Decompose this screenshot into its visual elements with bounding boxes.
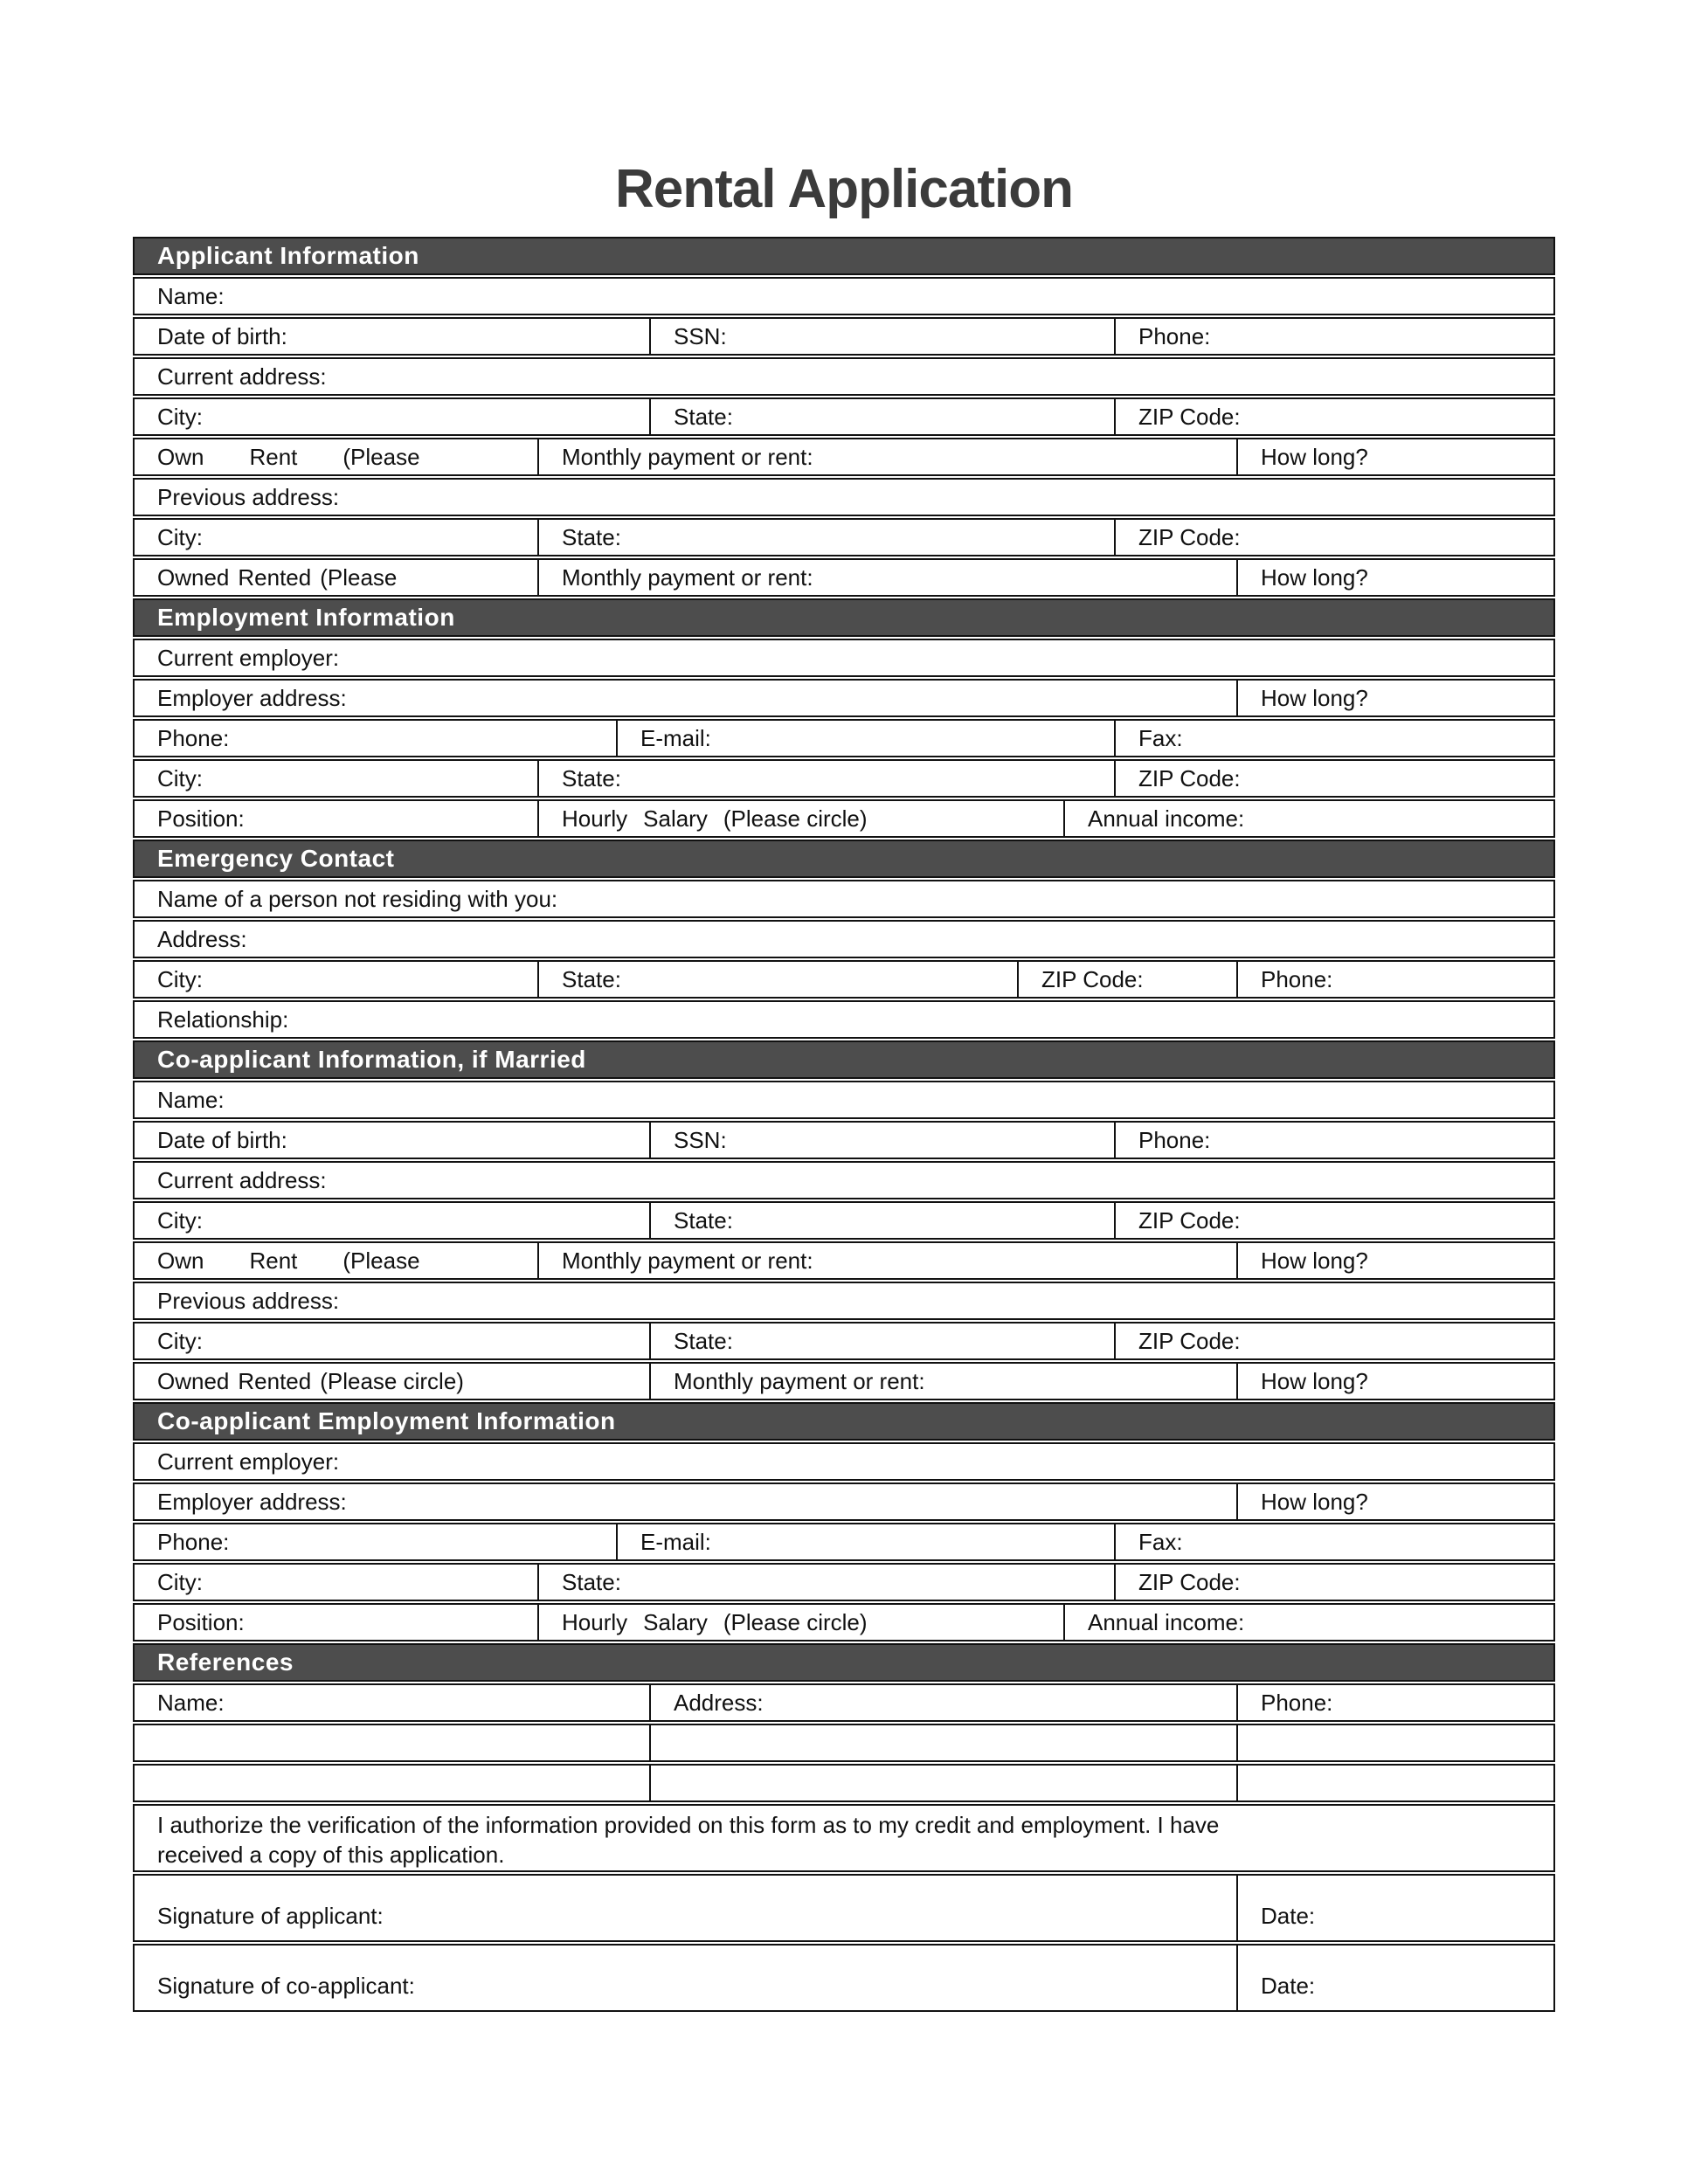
cell-label: Phone:: [157, 724, 230, 751]
form-cell: [135, 1565, 537, 1600]
cell-label: City:: [157, 1568, 203, 1595]
cell-label: Name of a person not residing with you:: [157, 885, 558, 912]
form-cell: [135, 721, 616, 756]
form-cell: [649, 1364, 1236, 1399]
form-cell: [1114, 1524, 1553, 1559]
form-row: [133, 679, 1555, 717]
form-cell: [649, 319, 1114, 354]
form-cell: [135, 1524, 616, 1559]
authorization-text-line: received a copy of this application.: [157, 1842, 505, 1868]
section-title: References: [157, 1648, 294, 1676]
form-row: [133, 799, 1555, 838]
cell-label: State:: [674, 1327, 733, 1354]
cell-label: SSN:: [674, 322, 727, 349]
form-cell: [1236, 1243, 1553, 1278]
cell-label: State:: [562, 764, 621, 791]
cell-label: E-mail:: [640, 724, 711, 751]
form-cell: [649, 399, 1114, 434]
form-cell: [1236, 1685, 1553, 1720]
form-cell: [1114, 1324, 1553, 1358]
form-row: [133, 438, 1555, 476]
form-row: [133, 1322, 1555, 1360]
cell-label: (Please circle): [320, 1367, 464, 1394]
form-cell: [1063, 801, 1553, 836]
form-cell: [649, 1685, 1236, 1720]
form-cell: [1236, 1766, 1553, 1800]
cell-label: How long?: [1261, 1367, 1368, 1394]
form-cell: [135, 1324, 649, 1358]
form-cell: [135, 1605, 537, 1640]
cell-label: How long?: [1261, 684, 1368, 711]
form-cell: [1236, 1946, 1553, 2010]
form-cell: [649, 1324, 1114, 1358]
cell-label: Rented: [238, 563, 312, 591]
cell-label: Name:: [157, 1689, 225, 1716]
cell-label: Date of birth:: [157, 1126, 287, 1153]
form-cell: [537, 439, 1236, 474]
form-row: [133, 1282, 1555, 1320]
cell-label: Hourly: [562, 805, 628, 832]
form-cell: [135, 520, 537, 555]
form-cell: [537, 1565, 1114, 1600]
form-cell: [135, 1243, 537, 1278]
form-cell: [135, 359, 1553, 394]
form-row: [133, 478, 1555, 516]
cell-label: Employer address:: [157, 684, 347, 711]
form-cell: [135, 480, 1553, 515]
form-cell: [135, 1685, 649, 1720]
cell-label: City:: [157, 403, 203, 430]
form-row: [133, 1764, 1555, 1802]
form-cell: [537, 962, 1017, 997]
section-header-employment-information: [133, 598, 1555, 637]
cell-label: Phone:: [1138, 1126, 1211, 1153]
cell-label: State:: [674, 403, 733, 430]
cell-label: City:: [157, 1327, 203, 1354]
section-header-emergency-contact: [133, 840, 1555, 878]
cell-label: Monthly payment or rent:: [562, 563, 813, 591]
section-title: Emergency Contact: [157, 845, 395, 872]
form-cell: [135, 560, 537, 595]
form-cell: [649, 1203, 1114, 1238]
cell-label: Annual income:: [1088, 805, 1245, 832]
cell-label: Rent: [249, 1247, 298, 1274]
form-cell: [1114, 721, 1553, 756]
cell-label: Own: [157, 443, 204, 470]
cell-label: Date:: [1261, 1973, 1316, 1999]
form-cell: [1114, 399, 1553, 434]
form-row: [133, 558, 1555, 597]
cell-label: (Please: [320, 563, 398, 591]
form-cell: [1236, 1484, 1553, 1519]
section-title: Co-applicant Employment Information: [157, 1407, 616, 1434]
form-row: [133, 1944, 1555, 2012]
form-cell: [135, 640, 1553, 675]
form-cell: [135, 1876, 1236, 1940]
cell-label: Relationship:: [157, 1006, 289, 1033]
cell-label: Rented: [238, 1367, 312, 1394]
form-row: [133, 759, 1555, 798]
form-cell: [1063, 1605, 1553, 1640]
cell-label: (Please: [342, 1247, 420, 1274]
cell-label: Previous address:: [157, 483, 340, 510]
form-row: [133, 1563, 1555, 1601]
form-row: [133, 920, 1555, 958]
form-cell: [135, 1444, 1553, 1479]
form-cell: [135, 1123, 649, 1158]
form-cell: [1236, 439, 1553, 474]
section-header-co-applicant-employment-information: [133, 1402, 1555, 1441]
form-row: [133, 1442, 1555, 1481]
form-cell: [1114, 1123, 1553, 1158]
form-cell: [135, 399, 649, 434]
cell-label: City:: [157, 764, 203, 791]
form-cell: [135, 1484, 1236, 1519]
cell-label: How long?: [1261, 1247, 1368, 1274]
section-header-co-applicant-information: [133, 1040, 1555, 1079]
cell-label: State:: [674, 1206, 733, 1234]
cell-label: Hourly: [562, 1608, 628, 1635]
cell-label: ZIP Code:: [1138, 1568, 1241, 1595]
form-cell: [537, 520, 1114, 555]
form-row: [133, 1724, 1555, 1762]
cell-label: Position:: [157, 1608, 245, 1635]
form-cell: [135, 881, 1553, 916]
form-cell: [649, 1123, 1114, 1158]
form-cell: [1236, 560, 1553, 595]
cell-label: City:: [157, 1206, 203, 1234]
cell-label: Phone:: [1261, 965, 1333, 992]
authorization-text-line: I authorize the verification of the information provided on this form as to my credit and employment. I have: [157, 1812, 1220, 1838]
form-cell: [537, 1243, 1236, 1278]
cell-label: Name:: [157, 1086, 225, 1113]
cell-label: City:: [157, 523, 203, 550]
form-cell: [1236, 962, 1553, 997]
cell-label: State:: [562, 965, 621, 992]
section-title: Applicant Information: [157, 242, 419, 269]
form-row: [133, 1362, 1555, 1400]
cell-label: Rent: [249, 443, 298, 470]
form-cell: [135, 1203, 649, 1238]
form-cell: [1114, 761, 1553, 796]
cell-label: State:: [562, 523, 621, 550]
cell-label: ZIP Code:: [1138, 523, 1241, 550]
form-row: [133, 1161, 1555, 1199]
form-row: [133, 1241, 1555, 1280]
cell-label: Current employer:: [157, 1448, 340, 1475]
section-header-references: [133, 1643, 1555, 1682]
cell-label: How long?: [1261, 443, 1368, 470]
form-cell: [135, 1082, 1553, 1117]
cell-label: Position:: [157, 805, 245, 832]
cell-label: Employer address:: [157, 1488, 347, 1515]
cell-label: Phone:: [1138, 322, 1211, 349]
form-row: [133, 518, 1555, 556]
cell-label: SSN:: [674, 1126, 727, 1153]
cell-label: Phone:: [1261, 1689, 1333, 1716]
cell-label: Own: [157, 1247, 204, 1274]
form-row: [133, 277, 1555, 315]
form-cell: [1236, 681, 1553, 715]
form-row: [133, 1804, 1555, 1872]
form-cell: [135, 319, 649, 354]
form-row: [133, 960, 1555, 999]
form-row: [133, 1603, 1555, 1641]
form-table: [133, 237, 1555, 2014]
form-cell: [135, 1766, 649, 1800]
cell-label: ZIP Code:: [1138, 764, 1241, 791]
cell-label: Current employer:: [157, 644, 340, 671]
form-cell: [1017, 962, 1236, 997]
cell-label: Date of birth:: [157, 322, 287, 349]
form-row: [133, 1683, 1555, 1722]
cell-label: Address:: [674, 1689, 764, 1716]
form-cell: [135, 801, 537, 836]
form-cell: [1114, 1203, 1553, 1238]
cell-label: How long?: [1261, 563, 1368, 591]
form-cell: [135, 1283, 1553, 1318]
form-row: [133, 357, 1555, 396]
form-cell: [135, 1364, 649, 1399]
cell-label: Signature of co-applicant:: [157, 1973, 415, 1999]
cell-label: Owned: [157, 563, 230, 591]
cell-label: Address:: [157, 925, 247, 952]
cell-label: E-mail:: [640, 1528, 711, 1555]
cell-label: (Please circle): [723, 1608, 868, 1635]
form-cell: [537, 1605, 1063, 1640]
form-cell: [135, 1002, 1553, 1037]
form-row: [133, 639, 1555, 677]
section-title: Co-applicant Information, if Married: [157, 1046, 586, 1073]
form-cell: [135, 1163, 1553, 1198]
cell-label: Signature of applicant:: [157, 1903, 384, 1929]
form-row: [133, 1081, 1555, 1119]
cell-label: Salary: [643, 1608, 708, 1635]
form-cell: [135, 962, 537, 997]
section-title: Employment Information: [157, 604, 455, 631]
form-cell: [616, 1524, 1114, 1559]
form-row: [133, 1000, 1555, 1039]
cell-label: Monthly payment or rent:: [562, 1247, 813, 1274]
cell-label: Annual income:: [1088, 1608, 1245, 1635]
cell-label: Phone:: [157, 1528, 230, 1555]
cell-label: ZIP Code:: [1041, 965, 1144, 992]
form-cell: [135, 761, 537, 796]
form-cell: [1236, 1725, 1553, 1760]
page-title: Rental Application: [615, 159, 1073, 219]
cell-label: ZIP Code:: [1138, 403, 1241, 430]
form-cell: [135, 439, 537, 474]
form-cell: [135, 681, 1236, 715]
section-header-applicant-information: [133, 237, 1555, 275]
form-cell: [537, 801, 1063, 836]
cell-label: Fax:: [1138, 724, 1183, 751]
form-cell: [135, 1725, 649, 1760]
cell-label: Owned: [157, 1367, 230, 1394]
form-cell: [616, 721, 1114, 756]
form-cell: [649, 1725, 1236, 1760]
form-row: [133, 317, 1555, 356]
cell-label: (Please: [342, 443, 420, 470]
form-row: [133, 719, 1555, 757]
form-row: [133, 1874, 1555, 1942]
cell-label: Salary: [643, 805, 708, 832]
form-cell: [537, 560, 1236, 595]
cell-label: Fax:: [1138, 1528, 1183, 1555]
cell-label: Current address:: [157, 1166, 327, 1193]
form-row: [133, 397, 1555, 436]
cell-label: Date:: [1261, 1903, 1316, 1929]
form-cell: [135, 922, 1553, 957]
form-row: [133, 1523, 1555, 1561]
form-row: [133, 1121, 1555, 1159]
form-cell: [135, 1806, 1553, 1870]
cell-label: Monthly payment or rent:: [562, 443, 813, 470]
cell-label: Monthly payment or rent:: [674, 1367, 925, 1394]
cell-label: ZIP Code:: [1138, 1206, 1241, 1234]
cell-label: Previous address:: [157, 1287, 340, 1314]
cell-label: State:: [562, 1568, 621, 1595]
cell-label: City:: [157, 965, 203, 992]
form-cell: [537, 761, 1114, 796]
form-cell: [1114, 1565, 1553, 1600]
form-cell: [135, 1946, 1236, 2010]
form-row: [133, 1482, 1555, 1521]
form-row: [133, 1201, 1555, 1240]
cell-label: How long?: [1261, 1488, 1368, 1515]
form-cell: [1236, 1876, 1553, 1940]
form-cell: [649, 1766, 1236, 1800]
cell-label: ZIP Code:: [1138, 1327, 1241, 1354]
form-cell: [135, 279, 1553, 314]
cell-label: (Please circle): [723, 805, 868, 832]
cell-label: Current address:: [157, 363, 327, 390]
form-row: [133, 880, 1555, 918]
form-cell: [1236, 1364, 1553, 1399]
form-cell: [1114, 319, 1553, 354]
form-cell: [1114, 520, 1553, 555]
cell-label: Name:: [157, 282, 225, 309]
